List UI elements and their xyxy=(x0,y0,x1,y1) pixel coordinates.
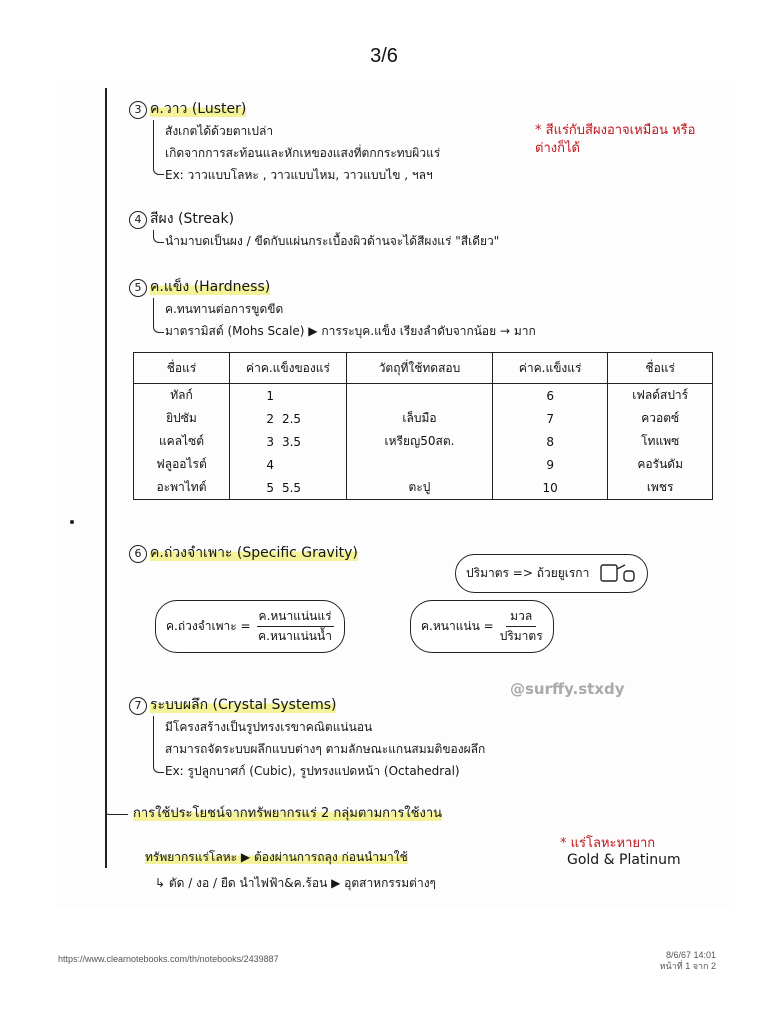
hardness-right-cell: 9 xyxy=(492,453,607,476)
gravity-heading xyxy=(125,542,362,564)
crystal-line-3: Ex: รูปลูกบาศก์ (Cubic), รูปทรงแปดหน้า (Octahedral) xyxy=(165,764,460,778)
metal-resource-sub: ↳ ตัด / งอ / ยืด นำไฟฟ้า&ค.ร้อน ▶ อุตสาหกรรมต่างๆ xyxy=(155,876,436,890)
footer-url: https://www.clearnotebooks.com/th/notebooks/2439887 xyxy=(58,954,279,964)
object-cell xyxy=(346,384,492,408)
sg-numerator: ค.หนาแน่นแร่ xyxy=(257,607,334,627)
crystal-number: 7 xyxy=(129,697,147,715)
luster-line-2: เกิดจากการสะท้อนและหักเหของแสงที่ตกกระทบผิวแร่ xyxy=(165,146,441,160)
mineral-right-cell: เพชร xyxy=(608,476,713,500)
luster-line-1: สังเกตได้ด้วยตาเปล่า xyxy=(165,124,274,138)
object-hardness-cell: 3.5 xyxy=(278,430,347,453)
usage-title xyxy=(129,802,446,823)
mineral-cell: แคลไซต์ xyxy=(134,430,230,453)
object-cell xyxy=(346,453,492,476)
table-row xyxy=(134,430,713,453)
gravity-number: 6 xyxy=(129,545,147,563)
density-fraction xyxy=(500,607,543,646)
hardness-cell: 1 xyxy=(229,384,278,408)
header-hardness-right: ค่าค.แข็งแร่ xyxy=(492,353,607,384)
luster-number: 3 xyxy=(129,101,147,119)
hardness-right-cell: 6 xyxy=(492,384,607,408)
luster-heading xyxy=(125,98,250,120)
margin-dot xyxy=(70,520,74,524)
header-mineral-right: ชื่อแร่ xyxy=(608,353,713,384)
page-label: 3/6 xyxy=(370,45,398,67)
streak-bracket xyxy=(153,230,164,243)
streak-number: 4 xyxy=(129,211,147,229)
table-row xyxy=(134,453,713,476)
hardness-cell: 4 xyxy=(229,453,278,476)
luster-line-3: Ex: วาวแบบโลหะ , วาวแบบไหม, วาวแบบไข , ฯลฯ xyxy=(165,168,433,182)
gravity-title: ค.ถ่วงจำเพาะ (Specific Gravity) xyxy=(150,545,358,561)
density-denominator: ปริมาตร xyxy=(499,629,543,643)
mineral-right-cell: เฟลด์สปาร์ xyxy=(608,384,713,408)
mineral-cell: ทัลก์ xyxy=(134,384,230,408)
hardness-right-cell: 10 xyxy=(492,476,607,500)
table-row xyxy=(134,407,713,430)
table-row xyxy=(134,384,713,408)
luster-note: * สีแร่กับสีผงอาจเหมือน หรือต่างก็ได้ xyxy=(535,123,696,156)
sg-fraction xyxy=(257,607,334,646)
object-cell: เหรียญ50สต. xyxy=(346,430,492,453)
hardness-heading xyxy=(125,276,274,298)
table-row xyxy=(134,476,713,500)
mineral-cell: ยิปซัม xyxy=(134,407,230,430)
margin-line xyxy=(105,88,107,868)
header-mineral-left: ชื่อแร่ xyxy=(134,353,230,384)
object-cell: เล็บมือ xyxy=(346,407,492,430)
crystal-bracket xyxy=(153,716,164,773)
watermark: @surffy.stxdy xyxy=(510,680,625,698)
rare-metal-note: * แร่โลหะหายาก xyxy=(560,836,656,851)
crystal-line-2: สามารถจัดระบบผลึกแบบต่างๆ ตามลักษณะแกนสมมติของผลึก xyxy=(165,742,486,756)
hardness-line-2: มาตรามิสต์ (Mohs Scale) ▶ การระบุค.แข็ง เรียงลำดับจากน้อย → มาก xyxy=(165,324,536,338)
crystal-line-1: มีโครงสร้างเป็นรูปทรงเรขาคณิตแน่นอน xyxy=(165,720,373,734)
header-hardness-value: ค่าค.แข็งของแร่ xyxy=(229,353,346,384)
footer-date: 8/6/67 14:01 xyxy=(665,950,716,960)
sg-denominator: ค.หนาแน่นน้ำ xyxy=(258,629,332,643)
header-test-object: วัตถุที่ใช้ทดสอบ xyxy=(346,353,492,384)
density-formula-left: ค.หนาแน่น = xyxy=(421,619,494,633)
density-bubble xyxy=(410,600,554,653)
eureka-cup-icon xyxy=(599,561,637,586)
metal-resource-text: ทรัพยากรแร่โลหะ ▶ ต้องผ่านการถลุง ก่อนนำมาใช้ xyxy=(145,850,408,864)
hardness-bracket xyxy=(153,298,164,333)
luster-title: ค.วาว (Luster) xyxy=(150,101,247,117)
hardness-cell: 5 xyxy=(229,476,278,500)
volume-text: ปริมาตร => ถ้วยยูเรกา xyxy=(466,566,590,580)
streak-heading xyxy=(125,208,238,230)
mineral-right-cell: ควอตซ์ xyxy=(608,407,713,430)
mineral-cell: ฟลูออไรต์ xyxy=(134,453,230,476)
hardness-line-1: ค.ทนทานต่อการขูดขีด xyxy=(165,302,284,316)
hardness-right-cell: 8 xyxy=(492,430,607,453)
streak-title: สีผง (Streak) xyxy=(150,211,235,227)
metal-resource-line xyxy=(145,848,408,867)
specific-gravity-bubble xyxy=(155,600,345,653)
object-hardness-cell: 2.5 xyxy=(278,407,347,430)
footer-page-count: หน้าที่ 1 จาก 2 xyxy=(659,961,716,971)
density-numerator: มวล xyxy=(506,607,536,627)
hardness-right-cell: 7 xyxy=(492,407,607,430)
notebook-page xyxy=(55,80,735,910)
mineral-cell: อะพาไทต์ xyxy=(134,476,230,500)
streak-line: นำมาบดเป็นผง / ขีดกับแผ่นกระเบื้องผิวด้านจะได้สีผงแร่ "สีเดียว" xyxy=(165,234,500,248)
luster-bracket xyxy=(153,120,164,175)
hardness-cell: 2 xyxy=(229,407,278,430)
mohs-table xyxy=(133,352,713,500)
object-hardness-cell xyxy=(278,453,347,476)
table-header-row xyxy=(134,353,713,384)
hardness-number: 5 xyxy=(129,279,147,297)
mineral-right-cell: คอรันดัม xyxy=(608,453,713,476)
object-hardness-cell xyxy=(278,384,347,408)
footer-meta xyxy=(660,950,716,972)
object-hardness-cell: 5.5 xyxy=(278,476,347,500)
hardness-title: ค.แข็ง (Hardness) xyxy=(150,279,271,295)
usage-title-text: การใช้ประโยชน์จากทรัพยากรแร่ 2 กลุ่มตามการใช้งาน xyxy=(133,806,443,821)
hardness-cell: 3 xyxy=(229,430,278,453)
sg-formula-left: ค.ถ่วงจำเพาะ = xyxy=(166,619,251,633)
object-cell: ตะปู xyxy=(346,476,492,500)
mineral-right-cell: โทแพซ xyxy=(608,430,713,453)
volume-bubble xyxy=(455,554,648,593)
crystal-heading xyxy=(125,694,340,716)
usage-bracket xyxy=(105,796,128,815)
crystal-title: ระบบผลึก (Crystal Systems) xyxy=(150,697,337,713)
rare-metal-examples: Gold & Platinum xyxy=(567,852,681,868)
